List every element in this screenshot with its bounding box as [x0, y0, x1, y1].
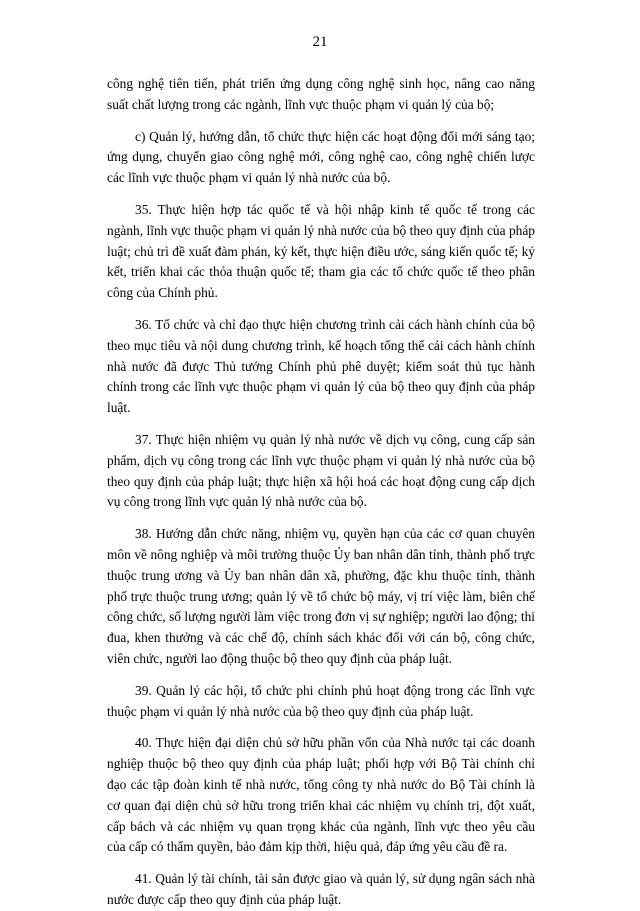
paragraph-item-38: 38. Hướng dẫn chức năng, nhiệm vụ, quyền hạn của các cơ quan chuyên môn về nông nghiệp và môi trường thuộc Ủy ban nhân dân tỉnh, thành phố trực thuộc trung ương và Ủy ban nhân dân xã, phường, đặc khu thuộc tỉnh, thành phố trực thuộc trung ương; quản lý về tổ chức bộ máy, vị trí việc làm, biên chế công chức, số lượng người làm việc trong đơn vị sự nghiệp; người lao động; thi đua, khen thưởng và các chế độ, chính sách khác đối với cán bộ, công chức, viên chức, người lao động thuộc bộ theo quy định của pháp luật. — [107, 526, 535, 666]
paragraph-item-c: c) Quản lý, hướng dẫn, tổ chức thực hiện các hoạt động đổi mới sáng tạo; ứng dụng, chuyển giao công nghệ mới, công nghệ cao, công nghệ chiến lược các lĩnh vực thuộc phạm vi quản lý nhà nước của bộ. — [107, 128, 535, 186]
page-number: 21 — [312, 34, 328, 50]
paragraph-item-40: 40. Thực hiện đại diện chủ sở hữu phần vốn của Nhà nước tại các doanh nghiệp thuộc bộ theo quy định của pháp luật; phối hợp với Bộ Tài chính chỉ đạo các tập đoàn kinh tế nhà nước, tổng công ty nhà nước do Bộ Tài chính là cơ quan đại diện chủ sở hữu trong triển khai các nhiệm vụ chính trị, đột xuất, cấp bách và các nhiệm vụ quan trọng khác của ngành, lĩnh vực theo yêu cầu của cấp có thẩm quyền, bảo đảm kịp thời, hiệu quả, đáp ứng yêu cầu đề ra. — [107, 735, 535, 855]
document-body — [107, 74, 535, 911]
paragraph-item-35: 35. Thực hiện hợp tác quốc tế và hội nhập kinh tế quốc tế trong các ngành, lĩnh vực thuộc phạm vi quản lý nhà nước của bộ theo quy định của pháp luật; chủ trì đề xuất đàm phán, ký kết, thực hiện điều ước, sáng kiến quốc tế; ký kết, triển khai các thỏa thuận quốc tế; tham gia các tổ chức quốc tế theo phân công của Chính phủ. — [107, 201, 535, 301]
paragraph-item-39: 39. Quản lý các hội, tổ chức phi chính phủ hoạt động trong các lĩnh vực thuộc phạm vi quản lý nhà nước của bộ theo quy định của pháp luật. — [107, 682, 535, 719]
paragraph-item-41: 41. Quản lý tài chính, tài sản được giao và quản lý, sử dụng ngân sách nhà nước được cấp theo quy định của pháp luật. — [107, 871, 535, 907]
paragraph-item-37: 37. Thực hiện nhiệm vụ quản lý nhà nước về dịch vụ công, cung cấp sản phẩm, dịch vụ công trong các lĩnh vực thuộc phạm vi quản lý nhà nước của bộ theo quy định của pháp luật; thực hiện xã hội hoá các hoạt động cung cấp dịch vụ công trong lĩnh vực quản lý nhà nước của bộ. — [107, 431, 535, 510]
paragraph-continuation: công nghệ tiên tiến, phát triển ứng dụng công nghệ sinh học, nâng cao năng suất chất lượng trong các ngành, lĩnh vực thuộc phạm vi quản lý của bộ; — [107, 76, 535, 112]
paragraph-item-36: 36. Tổ chức và chỉ đạo thực hiện chương trình cải cách hành chính của bộ theo mục tiêu và nội dung chương trình, kế hoạch tổng thể cải cách hành chính nhà nước đã được Thủ tướng Chính phủ phê duyệt; kiểm soát thủ tục hành chính trong các lĩnh vực thuộc phạm vi quản lý của bộ theo quy định của pháp luật. — [107, 316, 535, 416]
